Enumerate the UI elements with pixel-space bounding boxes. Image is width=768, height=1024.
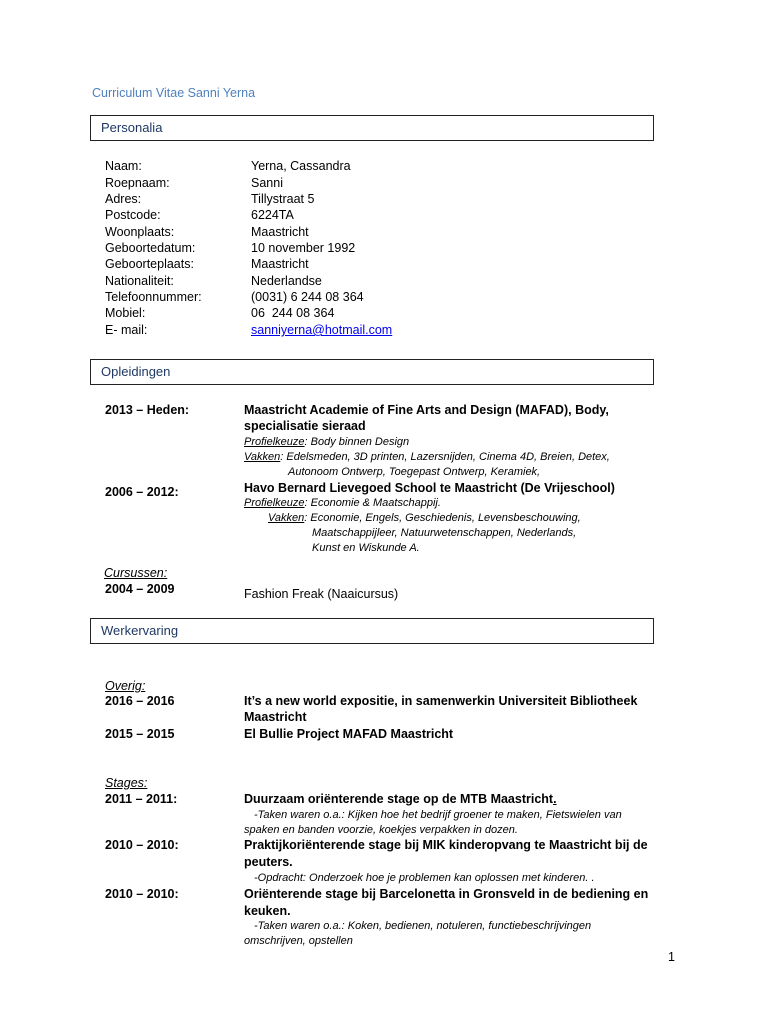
education-1-subjects-cont: Autonoom Ontwerp, Toegepast Ontwerp, Keramiek, <box>288 466 541 478</box>
education-1-title-cont: specialisatie sieraad <box>244 419 366 433</box>
value-nationaliteit: Nederlandse <box>251 274 322 288</box>
value-woonplaats: Maastricht <box>251 225 309 239</box>
section-werkervaring: Werkervaring <box>90 618 654 644</box>
label-nationaliteit: Nationaliteit: <box>105 274 174 288</box>
value-telefoonnummer: (0031) 6 244 08 364 <box>251 290 364 304</box>
label-postcode: Postcode: <box>105 208 161 222</box>
stage-1-note: -Taken waren o.a.: Kijken hoe het bedrijf groener te maken, Fietswielen van <box>254 809 622 821</box>
section-personalia: Personalia <box>90 115 654 141</box>
stage-2-note: -Opdracht: Onderzoek hoe je problemen kan oplossen met kinderen. . <box>254 872 595 884</box>
label-mobiel: Mobiel: <box>105 306 146 320</box>
value-naam: Yerna, Cassandra <box>251 159 351 173</box>
stage-2-date: 2010 – 2010: <box>105 838 179 852</box>
value-adres: Tillystraat 5 <box>251 192 315 206</box>
education-2-subjects-cont2: Kunst en Wiskunde A. <box>312 542 420 554</box>
stage-2-title-cont: peuters. <box>244 855 293 869</box>
other-2-date: 2015 – 2015 <box>105 727 175 741</box>
education-2-subjects: Vakken: Economie, Engels, Geschiedenis, Levensbeschouwing, <box>268 512 581 524</box>
education-2-profile: Profielkeuze: Economie & Maatschappij. <box>244 497 441 509</box>
stages-label: Stages: <box>105 776 148 790</box>
stage-3-date: 2010 – 2010: <box>105 887 179 901</box>
stage-3-title-cont: keuken. <box>244 904 291 918</box>
value-geboortedatum: 10 november 1992 <box>251 241 356 255</box>
label-adres: Adres: <box>105 192 142 206</box>
label-geboortedatum: Geboortedatum: <box>105 241 196 255</box>
label-woonplaats: Woonplaats: <box>105 225 175 239</box>
education-2-title: Havo Bernard Lievegoed School te Maastricht (De Vrijeschool) <box>244 481 615 495</box>
stage-1-title: Duurzaam oriënterende stage op de MTB Maastricht. <box>244 792 557 806</box>
other-label: Overig: <box>105 679 146 693</box>
label-email: E- mail: <box>105 323 148 337</box>
stage-1-date: 2011 – 2011: <box>105 792 178 806</box>
other-1-title: It’s a new world expositie, in samenwerkin Universiteit Bibliotheek <box>244 694 638 708</box>
education-1-date: 2013 – Heden: <box>105 403 190 417</box>
label-roepnaam: Roepnaam: <box>105 176 170 190</box>
value-mobiel: 06 244 08 364 <box>251 306 335 320</box>
email-link[interactable]: sanniyerna@hotmail.com <box>251 323 393 337</box>
other-1-date: 2016 – 2016 <box>105 694 175 708</box>
document-title: Curriculum Vitae Sanni Yerna <box>92 86 256 100</box>
stage-3-note: -Taken waren o.a.: Koken, bedienen, notuleren, functiebeschrijvingen <box>254 920 592 932</box>
other-2-title: El Bullie Project MAFAD Maastricht <box>244 727 454 741</box>
value-postcode: 6224TA <box>251 208 294 222</box>
stage-3-title: Oriënterende stage bij Barcelonetta in Gronsveld in de bediening en <box>244 887 649 901</box>
label-naam: Naam: <box>105 159 142 173</box>
section-opleidingen: Opleidingen <box>90 359 654 385</box>
label-telefoonnummer: Telefoonnummer: <box>105 290 202 304</box>
stage-1-note-cont: spaken en banden voorzie, koekjes verpakken in dozen. <box>244 824 518 836</box>
courses-label: Cursussen: <box>104 566 168 580</box>
value-roepnaam: Sanni <box>251 176 283 190</box>
education-1-title: Maastricht Academie of Fine Arts and Design (MAFAD), Body, <box>244 403 609 417</box>
value-geboorteplaats: Maastricht <box>251 257 309 271</box>
course-1-title: Fashion Freak (Naaicursus) <box>244 587 399 601</box>
label-geboorteplaats: Geboorteplaats: <box>105 257 194 271</box>
stage-2-title: Praktijkoriënterende stage bij MIK kinderopvang te Maastricht bij de <box>244 838 648 852</box>
education-2-date: 2006 – 2012: <box>105 485 179 499</box>
education-1-profile: Profielkeuze: Body binnen Design <box>244 436 410 448</box>
education-2-subjects-cont: Maatschappijleer, Natuurwetenschappen, Nederlands, <box>312 527 577 539</box>
page-number: 1 <box>668 950 675 964</box>
other-1-title-cont: Maastricht <box>244 710 307 724</box>
stage-3-note-cont: omschrijven, opstellen <box>244 935 353 947</box>
course-1-date: 2004 – 2009 <box>105 582 175 596</box>
education-1-subjects: Vakken: Edelsmeden, 3D printen, Lazersnijden, Cinema 4D, Breien, Detex, <box>244 451 610 463</box>
